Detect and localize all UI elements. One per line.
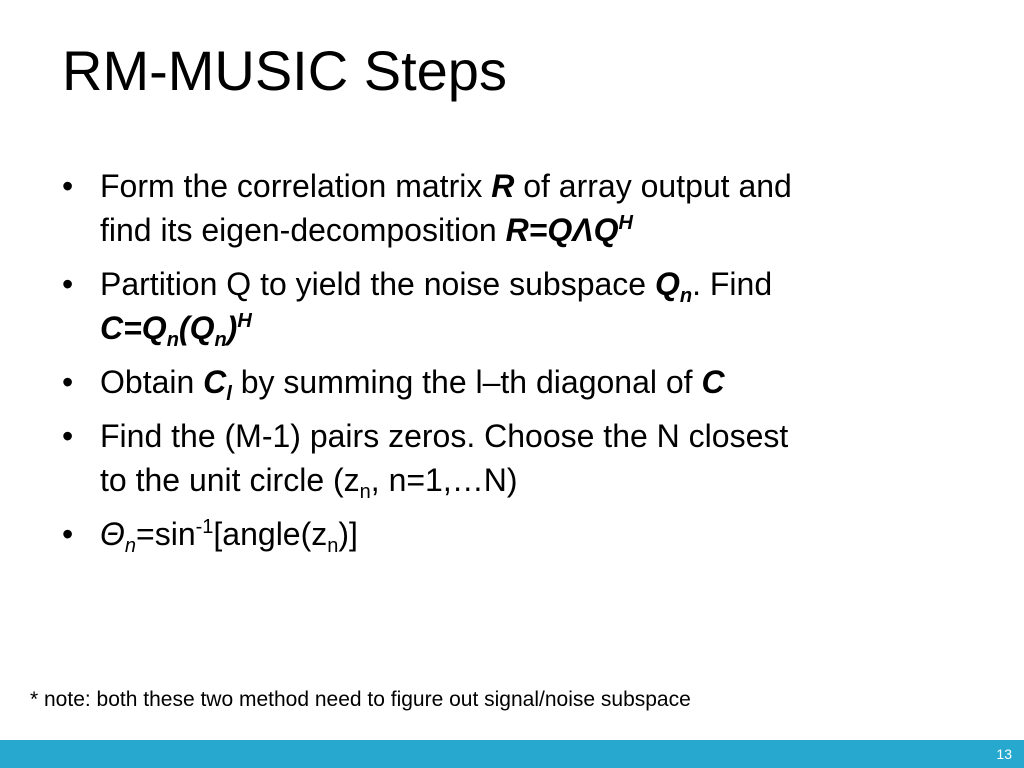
text-run: Obtain [100,364,204,400]
math-symbol: Q [654,266,680,302]
bullet-line [100,512,982,556]
slide-title: RM-MUSIC Steps [62,39,507,102]
math-symbol: R [491,168,515,204]
page-number: 13 [996,746,1012,762]
math-expression: (Q [178,310,215,346]
bullet-partition [62,262,982,350]
math-superscript: H [618,212,633,234]
math-subscript: n [214,329,227,351]
math-symbol: C [701,364,725,400]
text-run: [angle(z [213,516,328,552]
bullet-line [100,262,982,306]
bullet-line [100,208,982,252]
text-run: . Find [692,266,773,302]
text-run: Form the correlation matrix [100,168,492,204]
math-operator: = [136,516,155,552]
math-expression: C=Q [100,310,167,346]
bullet-marker: • [62,516,74,552]
bullet-theta-formula [62,512,982,556]
math-symbol: C [203,364,227,400]
text-run: Partition Q to yield the noise subspace [100,266,655,302]
footer-bar [0,740,1024,768]
bullet-correlation-matrix [62,164,982,252]
bullet-line [100,306,982,350]
footnote: * note: both these two method need to figure out signal/noise subspace [30,688,691,711]
math-function: sin [154,516,196,552]
math-expression: R=QΛQ [505,212,619,248]
bullet-line [100,360,982,404]
bullet-line [100,458,982,502]
bullet-list [62,164,982,566]
bullet-marker: • [62,418,74,454]
math-subscript: l [226,383,232,405]
text-run: of array output and [514,168,792,204]
math-subscript: n [124,535,137,557]
text-run: )] [338,516,358,552]
text-run: , n=1,…N) [370,462,518,498]
text-run: find its eigen-decomposition [100,212,506,248]
text-run: Find the (M-1) pairs zeros. Choose the N closest [100,418,789,454]
bullet-line [100,414,982,458]
bullet-marker: • [62,364,74,400]
text-run: by summing the l–th diagonal of [231,364,702,400]
math-symbol: Θ [100,516,125,552]
math-subscript: n [327,535,339,557]
bullet-marker: • [62,266,74,302]
bullet-find-zeros [62,414,982,502]
math-superscript: -1 [195,516,214,538]
math-superscript: H [237,310,252,332]
bullet-line [100,164,982,208]
bullet-obtain-cl [62,360,982,404]
math-subscript: n [359,481,371,503]
math-expression: ) [226,310,238,346]
text-run: to the unit circle (z [100,462,360,498]
bullet-marker: • [62,168,74,204]
math-subscript: n [679,285,693,307]
math-subscript: n [166,329,179,351]
